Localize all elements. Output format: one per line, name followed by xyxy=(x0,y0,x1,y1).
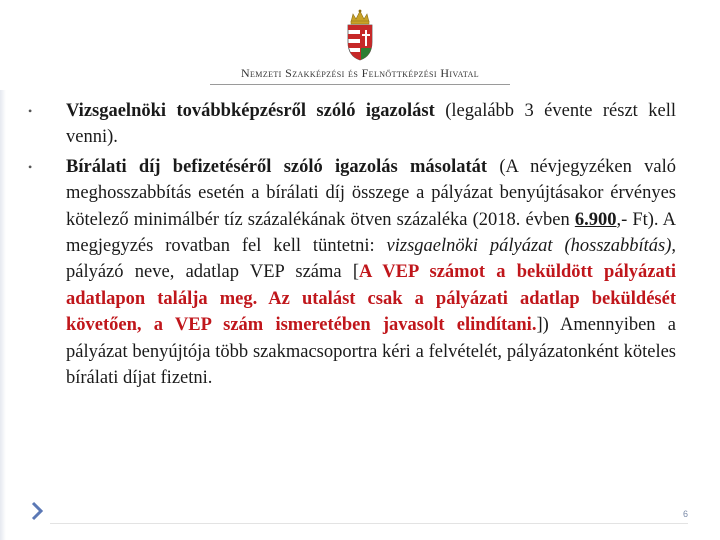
page-number: 6 xyxy=(682,509,688,519)
item-rest: (legalább 3 évente részt kell venni). xyxy=(66,101,676,148)
bullet-icon: • xyxy=(28,159,33,174)
bullet-icon: • xyxy=(28,104,33,118)
bold-lead: Bírálati díj befizetéséről szóló igazolás másolatát xyxy=(66,156,488,177)
header-divider xyxy=(210,84,510,85)
footer-divider xyxy=(50,523,688,524)
red-warning-note: A VEP számot a beküldött pályázati adatlapon találja meg. Az utalást csak a pályázati adatlap beküldését követően, a VEP szám ismeretében javasolt elindítani. xyxy=(66,262,676,336)
coat-of-arms-icon xyxy=(343,8,377,62)
chevron-right-icon[interactable] xyxy=(30,501,44,521)
text-part: , pályázó neve, adatlap VEP száma [ xyxy=(66,236,676,283)
fee-amount: 6.900 xyxy=(574,209,617,230)
left-decorative-bar xyxy=(0,90,6,540)
text-part: ,- Ft). A megjegyzés rovatban fel kell tüntetni: xyxy=(66,209,676,257)
text-part: (A névjegyzéken való meghosszabbítás esetén a bírálati díj összege a pályázat benyújtásakor érvényes kötelező minimálbér tíz százalékának ötven százaléka (2018. évben xyxy=(66,156,677,230)
italic-note: vizsgaelnöki pályázat (hosszabbítás) xyxy=(386,236,672,257)
list-item-text xyxy=(66,154,676,392)
list-item xyxy=(28,98,676,151)
list-item-text xyxy=(66,98,676,151)
organization-name: Nemzeti Szakképzési és Felnőttképzési Hivatal xyxy=(240,66,480,80)
organization-header xyxy=(0,64,720,82)
list-item xyxy=(28,154,676,392)
bold-lead: Vizsgaelnöki továbbképzésről szóló igazolást xyxy=(66,101,435,121)
bullet-list xyxy=(28,98,676,394)
text-part: ]) Amennyiben a pályázat benyújtója több szakmacsoportra kéri a felvételét, pályázatonként köteles bírálati díjat fizetni. xyxy=(66,315,676,389)
